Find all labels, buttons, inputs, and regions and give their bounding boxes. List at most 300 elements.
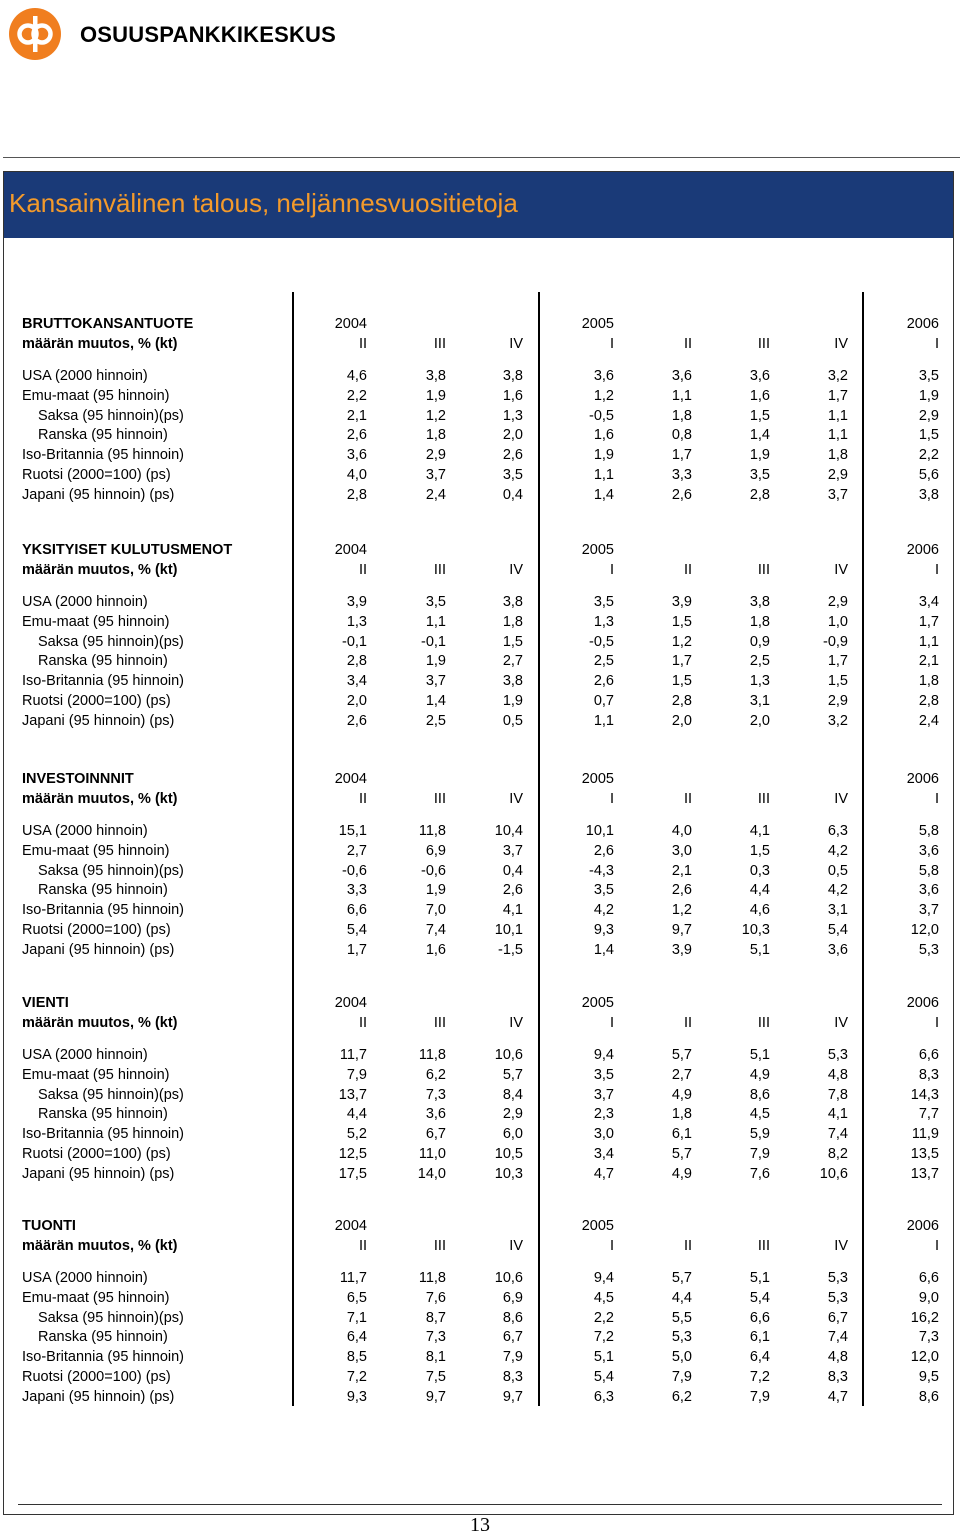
table-cell: 2,0 <box>749 712 770 729</box>
quarter-header: IV <box>509 791 523 807</box>
quarter-header: III <box>757 1015 770 1031</box>
table-cell: 8,1 <box>425 1349 446 1366</box>
table-row <box>0 1144 960 1164</box>
quarter-header: IV <box>509 336 523 352</box>
table-row <box>0 406 960 426</box>
table-row <box>0 920 960 940</box>
table-cell: 0,7 <box>593 693 614 709</box>
table-cell: 1,1 <box>918 633 939 650</box>
quarter-header: IV <box>834 336 848 352</box>
table-cell: 2,9 <box>827 594 848 610</box>
table-cell: 2,7 <box>502 653 523 670</box>
table-cell: 1,0 <box>827 613 848 630</box>
table-cell: 11,9 <box>911 1126 939 1143</box>
table-cell: 3,4 <box>918 594 939 610</box>
table-cell: 8,3 <box>502 1369 523 1385</box>
table-cell: 7,7 <box>918 1106 939 1123</box>
table-cell: 4,6 <box>749 902 770 919</box>
table-cell: 4,8 <box>827 1349 848 1366</box>
table-cell: 2,6 <box>346 712 367 729</box>
table-cell: 3,5 <box>593 1066 614 1083</box>
quarter-header: III <box>433 1015 446 1031</box>
footer-divider <box>18 1504 942 1505</box>
table-cell: 1,5 <box>671 673 692 690</box>
table-cell: 2,9 <box>918 407 939 424</box>
table-cell: 9,4 <box>593 1047 614 1063</box>
table-cell: 5,2 <box>346 1126 367 1143</box>
table-cell: 13,7 <box>338 1086 367 1103</box>
op-logo-icon <box>8 7 62 61</box>
row-label: Iso-Britannia (95 hinnoin) <box>22 1126 185 1143</box>
table-cell: 3,6 <box>346 447 367 464</box>
table-cell: -0,1 <box>342 633 367 650</box>
table-row <box>0 861 960 881</box>
table-cell: 1,7 <box>827 653 848 670</box>
section-subheading: määrän muutos, % (kt) <box>22 336 178 352</box>
table-cell: 3,8 <box>502 594 523 610</box>
year-header: 2006 <box>906 316 939 332</box>
table-cell: 4,1 <box>749 823 770 839</box>
table-cell: 1,1 <box>671 387 692 404</box>
row-label: Saksa (95 hinnoin)(ps) <box>38 1086 184 1103</box>
table-cell: 3,5 <box>593 594 614 610</box>
table-cell: 1,5 <box>671 613 692 630</box>
table-cell: 0,5 <box>827 862 848 879</box>
quarter-header: IV <box>509 1015 523 1031</box>
table-cell: 9,7 <box>502 1388 523 1405</box>
table-cell: 3,8 <box>918 486 939 503</box>
row-label: Emu-maat (95 hinnoin) <box>22 387 170 404</box>
table-cell: 6,4 <box>749 1349 770 1366</box>
quarter-header: II <box>683 791 692 807</box>
table-cell: 6,2 <box>425 1066 446 1083</box>
table-cell: 3,2 <box>827 712 848 729</box>
table-cell: 9,0 <box>918 1289 939 1306</box>
table-cell: 5,8 <box>918 823 939 839</box>
table-cell: 0,4 <box>502 862 523 879</box>
table-cell: 1,2 <box>593 387 614 404</box>
table-cell: 2,5 <box>593 653 614 670</box>
table-cell: 11,8 <box>418 1047 446 1063</box>
row-label: Iso-Britannia (95 hinnoin) <box>22 1349 185 1366</box>
table-cell: 14,3 <box>910 1086 939 1103</box>
table-cell: 5,1 <box>749 1047 770 1063</box>
table-cell: 11,8 <box>418 823 446 839</box>
row-label: Iso-Britannia (95 hinnoin) <box>22 902 185 919</box>
table-row <box>0 612 960 632</box>
table-cell: 3,6 <box>827 941 848 958</box>
section-subheading: määrän muutos, % (kt) <box>22 791 178 807</box>
table-row <box>0 1288 960 1308</box>
table-cell: 7,9 <box>749 1388 770 1405</box>
table-cell: 17,5 <box>338 1165 367 1182</box>
table-row <box>0 940 960 960</box>
row-label: Ruotsi (2000=100) (ps) <box>22 922 171 938</box>
table-cell: 4,2 <box>593 902 614 919</box>
table-cell: 3,7 <box>425 467 446 483</box>
table-cell: 2,6 <box>502 882 523 899</box>
table-cell: 4,5 <box>593 1289 614 1306</box>
table-cell: 0,9 <box>749 633 770 650</box>
table-cell: 2,5 <box>425 712 446 729</box>
table-cell: 4,6 <box>346 368 367 384</box>
table-cell: 7,9 <box>671 1369 692 1385</box>
year-header: 2004 <box>334 542 367 558</box>
table-cell: 6,6 <box>918 1270 939 1286</box>
section-heading-row <box>0 314 960 334</box>
year-header: 2006 <box>906 995 939 1011</box>
table-cell: 8,6 <box>749 1086 770 1103</box>
table-cell: 1,3 <box>593 613 614 630</box>
table-cell: 2,2 <box>918 447 939 464</box>
section-heading-row <box>0 769 960 789</box>
table-cell: 6,5 <box>346 1289 367 1306</box>
quarter-header: I <box>609 1015 614 1031</box>
year-header: 2006 <box>906 1218 939 1234</box>
table-cell: 3,7 <box>918 902 939 919</box>
table-cell: 6,1 <box>671 1126 692 1143</box>
table-cell: 3,5 <box>593 882 614 899</box>
table-cell: 3,8 <box>425 368 446 384</box>
table-cell: 7,6 <box>749 1165 770 1182</box>
section-heading: VIENTI <box>22 995 69 1011</box>
row-label: Japani (95 hinnoin) (ps) <box>22 1165 175 1182</box>
table-cell: 5,3 <box>671 1329 692 1346</box>
row-label: Ranska (95 hinnoin) <box>38 1106 168 1123</box>
table-cell: 1,2 <box>425 407 446 424</box>
table-cell: 2,6 <box>346 427 367 444</box>
table-cell: 10,6 <box>494 1047 523 1063</box>
table-cell: 1,1 <box>827 407 848 424</box>
row-label: USA (2000 hinnoin) <box>22 368 148 384</box>
year-header: 2004 <box>334 1218 367 1234</box>
table-row <box>0 632 960 652</box>
quarter-header: IV <box>834 791 848 807</box>
table-cell: 3,5 <box>749 467 770 483</box>
quarter-header: III <box>433 562 446 578</box>
table-row <box>0 1164 960 1184</box>
table-cell: 1,4 <box>425 693 446 709</box>
company-name: OSUUSPANKKIKESKUS <box>80 22 337 47</box>
table-cell: 2,9 <box>827 693 848 709</box>
quarter-header: III <box>433 791 446 807</box>
year-header: 2005 <box>581 771 614 787</box>
table-cell: 2,4 <box>918 712 939 729</box>
table-cell: -0,1 <box>421 633 446 650</box>
page-header <box>0 0 960 70</box>
section-heading-row <box>0 1216 960 1236</box>
table-cell: 5,6 <box>918 467 939 483</box>
page-title: Kansainvälinen talous, neljännesvuositietoja <box>9 188 518 218</box>
section-subheading: määrän muutos, % (kt) <box>22 1238 178 1254</box>
table-cell: 5,1 <box>749 941 770 958</box>
row-label: Ranska (95 hinnoin) <box>38 427 168 444</box>
table-cell: 5,3 <box>918 941 939 958</box>
table-row <box>0 592 960 612</box>
section-subheading-row <box>0 560 960 580</box>
quarter-header: I <box>934 562 939 578</box>
table-cell: 8,3 <box>827 1369 848 1385</box>
table-cell: 6,6 <box>918 1047 939 1063</box>
table-cell: 3,8 <box>502 368 523 384</box>
table-cell: 6,4 <box>346 1329 367 1346</box>
table-cell: 5,1 <box>749 1270 770 1286</box>
table-cell: 6,0 <box>502 1126 523 1143</box>
table-cell: 6,1 <box>749 1329 770 1346</box>
table-cell: 13,7 <box>910 1165 939 1182</box>
section-heading-row <box>0 540 960 560</box>
table-cell: 1,9 <box>425 653 446 670</box>
table-row <box>0 445 960 465</box>
table-cell: 2,4 <box>425 486 446 503</box>
table-cell: 1,5 <box>502 633 523 650</box>
table-cell: 8,6 <box>918 1388 939 1405</box>
table-cell: 7,3 <box>918 1329 939 1346</box>
table-cell: 8,2 <box>827 1146 848 1162</box>
quarter-header: III <box>757 1238 770 1254</box>
table-cell: 11,0 <box>418 1146 446 1162</box>
year-header: 2004 <box>334 316 367 332</box>
table-cell: 4,4 <box>346 1106 367 1123</box>
table-cell: 1,1 <box>827 427 848 444</box>
table-cell: 4,9 <box>671 1086 692 1103</box>
table-cell: 2,0 <box>502 427 523 444</box>
table-cell: -0,9 <box>823 633 848 650</box>
table-cell: 3,8 <box>749 594 770 610</box>
table-row <box>0 900 960 920</box>
table-cell: 9,3 <box>346 1388 367 1405</box>
table-cell: 6,2 <box>671 1388 692 1405</box>
year-header: 2006 <box>906 771 939 787</box>
table-cell: 10,5 <box>494 1146 523 1162</box>
table-row <box>0 1367 960 1387</box>
table-cell: 0,4 <box>502 486 523 503</box>
table-cell: 7,5 <box>425 1369 446 1385</box>
quarter-header: I <box>934 791 939 807</box>
page-number: 13 <box>470 1514 490 1536</box>
table-cell: 2,7 <box>671 1066 692 1083</box>
table-cell: 2,8 <box>671 693 692 709</box>
table-cell: 9,4 <box>593 1270 614 1286</box>
table-cell: 3,4 <box>346 673 367 690</box>
table-cell: 3,6 <box>425 1106 446 1123</box>
table-cell: 10,1 <box>585 823 614 839</box>
section-subheading-row <box>0 334 960 354</box>
table-cell: 2,3 <box>593 1106 614 1123</box>
quarter-header: III <box>757 791 770 807</box>
table-row <box>0 1045 960 1065</box>
table-cell: -4,3 <box>589 862 614 879</box>
table-cell: 3,1 <box>827 902 848 919</box>
row-label: USA (2000 hinnoin) <box>22 823 148 839</box>
table-cell: 2,8 <box>918 693 939 709</box>
quarter-header: I <box>609 562 614 578</box>
table-cell: 7,2 <box>346 1369 367 1385</box>
section-subheading-row <box>0 1013 960 1033</box>
table-cell: -0,5 <box>589 407 614 424</box>
table-cell: 5,3 <box>827 1047 848 1063</box>
table-cell: 7,4 <box>827 1329 848 1346</box>
table-cell: 1,5 <box>749 842 770 859</box>
table-cell: 1,8 <box>425 427 446 444</box>
table-cell: 2,6 <box>671 882 692 899</box>
table-cell: 7,3 <box>425 1329 446 1346</box>
table-cell: 2,9 <box>827 467 848 483</box>
table-cell: 3,1 <box>749 693 770 709</box>
quarter-header: III <box>757 336 770 352</box>
row-label: Ranska (95 hinnoin) <box>38 653 168 670</box>
row-label: Saksa (95 hinnoin)(ps) <box>38 633 184 650</box>
quarter-header: III <box>433 1238 446 1254</box>
table-cell: 4,2 <box>827 882 848 899</box>
row-label: USA (2000 hinnoin) <box>22 594 148 610</box>
quarter-header: II <box>683 336 692 352</box>
table-cell: 6,6 <box>749 1309 770 1326</box>
quarter-header: IV <box>834 1238 848 1254</box>
table-cell: 2,8 <box>346 486 367 503</box>
row-label: Emu-maat (95 hinnoin) <box>22 1289 170 1306</box>
quarter-header: I <box>609 1238 614 1254</box>
year-header: 2005 <box>581 316 614 332</box>
table-cell: 3,9 <box>671 941 692 958</box>
table-cell: 11,8 <box>418 1270 446 1286</box>
table-cell: 1,7 <box>918 613 939 630</box>
section-heading: YKSITYISET KULUTUSMENOT <box>22 542 233 558</box>
quarter-header: II <box>683 562 692 578</box>
table-cell: 2,9 <box>425 447 446 464</box>
table-cell: 7,6 <box>425 1289 446 1306</box>
table-row <box>0 821 960 841</box>
table-cell: 5,7 <box>671 1047 692 1063</box>
table-cell: 5,7 <box>502 1066 523 1083</box>
section-subheading: määrän muutos, % (kt) <box>22 1015 178 1031</box>
table-cell: 2,6 <box>593 842 614 859</box>
table-cell: 2,0 <box>346 693 367 709</box>
quarter-header: II <box>683 1238 692 1254</box>
table-cell: 12,0 <box>910 922 939 938</box>
table-cell: 12,0 <box>910 1349 939 1366</box>
table-cell: 3,4 <box>593 1146 614 1162</box>
table-cell: 10,1 <box>494 922 523 938</box>
table-cell: 10,3 <box>741 922 770 938</box>
quarter-header: II <box>358 336 367 352</box>
row-label: Japani (95 hinnoin) (ps) <box>22 1388 175 1405</box>
quarter-header: II <box>358 791 367 807</box>
table-cell: 8,5 <box>346 1349 367 1366</box>
table-cell: 4,9 <box>749 1066 770 1083</box>
table-row <box>0 1268 960 1288</box>
row-label: Saksa (95 hinnoin)(ps) <box>38 862 184 879</box>
table-row <box>0 1308 960 1328</box>
row-label: USA (2000 hinnoin) <box>22 1270 148 1286</box>
table-cell: 6,3 <box>827 823 848 839</box>
table-cell: 3,6 <box>593 368 614 384</box>
table-cell: 9,7 <box>425 1388 446 1405</box>
table-row <box>0 425 960 445</box>
table-cell: 1,9 <box>502 693 523 709</box>
table-cell: 3,6 <box>918 842 939 859</box>
row-label: Saksa (95 hinnoin)(ps) <box>38 407 184 424</box>
table-cell: 8,6 <box>502 1309 523 1326</box>
table-cell: 5,4 <box>749 1289 770 1306</box>
table-cell: 1,4 <box>593 941 614 958</box>
quarter-header: IV <box>509 1238 523 1254</box>
table-cell: 5,0 <box>671 1349 692 1366</box>
quarter-header: IV <box>509 562 523 578</box>
table-cell: 0,3 <box>749 862 770 879</box>
table-cell: 1,8 <box>918 673 939 690</box>
table-cell: 7,3 <box>425 1086 446 1103</box>
table-cell: 7,1 <box>346 1309 367 1326</box>
table-cell: 1,5 <box>749 407 770 424</box>
table-cell: 1,9 <box>918 387 939 404</box>
row-label: Ruotsi (2000=100) (ps) <box>22 1369 171 1385</box>
section-heading: TUONTI <box>22 1218 76 1234</box>
quarter-header: I <box>609 791 614 807</box>
row-label: Japani (95 hinnoin) (ps) <box>22 486 175 503</box>
table-cell: 1,7 <box>671 653 692 670</box>
table-cell: 1,6 <box>749 387 770 404</box>
table-cell: 7,4 <box>425 922 446 938</box>
table-row <box>0 1387 960 1407</box>
quarter-header: I <box>934 1238 939 1254</box>
table-cell: 4,4 <box>671 1289 692 1306</box>
table-cell: 3,8 <box>502 673 523 690</box>
table-cell: 10,6 <box>819 1165 848 1182</box>
table-cell: 1,4 <box>593 486 614 503</box>
table-cell: 4,0 <box>346 467 367 483</box>
table-cell: 10,3 <box>494 1165 523 1182</box>
table-cell: 2,2 <box>346 387 367 404</box>
quarter-header: II <box>358 1238 367 1254</box>
table-cell: 7,9 <box>749 1146 770 1162</box>
table-cell: 4,7 <box>593 1165 614 1182</box>
table-cell: 14,0 <box>417 1165 446 1182</box>
table-cell: 3,6 <box>918 882 939 899</box>
table-cell: 3,3 <box>346 882 367 899</box>
table-cell: 1,8 <box>671 407 692 424</box>
table-row <box>0 485 960 505</box>
table-cell: -1,5 <box>498 941 523 958</box>
table-cell: 9,7 <box>671 922 692 938</box>
year-header: 2004 <box>334 771 367 787</box>
table-cell: 4,5 <box>749 1106 770 1123</box>
table-cell: 6,9 <box>425 842 446 859</box>
table-cell: 7,2 <box>749 1369 770 1385</box>
table-cell: 7,9 <box>346 1066 367 1083</box>
table-cell: 1,8 <box>671 1106 692 1123</box>
table-cell: 1,2 <box>671 633 692 650</box>
table-cell: 9,3 <box>593 922 614 938</box>
table-row <box>0 691 960 711</box>
section-subheading-row <box>0 1236 960 1256</box>
table-cell: 3,2 <box>827 368 848 384</box>
table-cell: 3,3 <box>671 467 692 483</box>
table-cell: 1,4 <box>749 427 770 444</box>
table-cell: 1,6 <box>425 941 446 958</box>
table-cell: 5,9 <box>749 1126 770 1143</box>
table-cell: 2,6 <box>593 673 614 690</box>
table-cell: 13,5 <box>910 1146 939 1162</box>
table-cell: 6,7 <box>502 1329 523 1346</box>
year-header: 2005 <box>581 1218 614 1234</box>
table-cell: 1,7 <box>827 387 848 404</box>
table-cell: 1,1 <box>593 712 614 729</box>
year-header: 2006 <box>906 542 939 558</box>
table-row <box>0 1327 960 1347</box>
table-row <box>0 651 960 671</box>
table-cell: 2,1 <box>671 862 692 879</box>
